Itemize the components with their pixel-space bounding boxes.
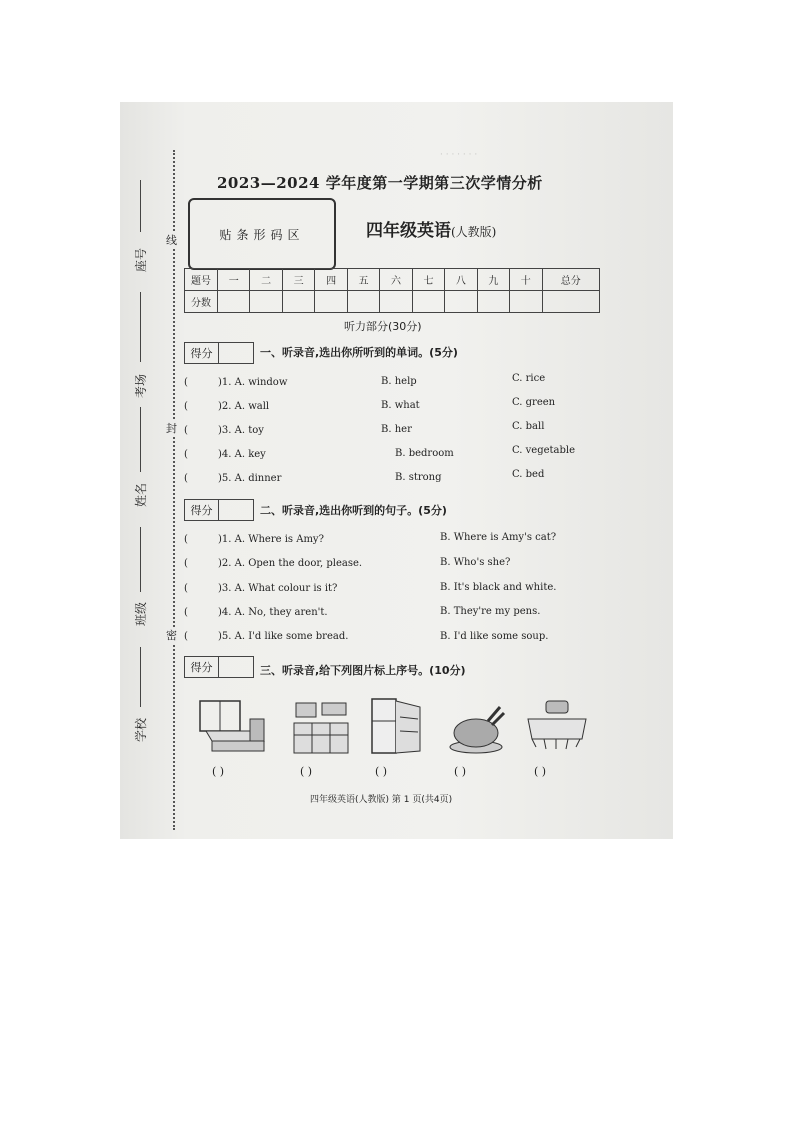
line-mark: 线 xyxy=(166,234,177,247)
score-cell[interactable] xyxy=(542,291,599,313)
section1-q1-c: C. rice xyxy=(512,373,546,384)
section1-q4-a: )4. A. key xyxy=(218,449,266,460)
section2-q2-b: B. Who's she? xyxy=(440,557,511,568)
score-cell[interactable] xyxy=(445,291,477,313)
section3-title: 三、听录音,给下列图片标上序号。(10分) xyxy=(260,664,466,677)
score-table xyxy=(184,268,600,313)
score-col: 七 xyxy=(412,269,444,291)
section1-q3-a: )3. A. toy xyxy=(218,425,264,436)
score-table-score-row xyxy=(185,291,600,313)
class-line xyxy=(140,527,141,592)
fridge-icon xyxy=(370,697,430,757)
score-box-label: 得分 xyxy=(185,500,219,520)
section1-q1-a: )1. A. window xyxy=(218,377,288,388)
binding-dotted-line xyxy=(173,150,175,830)
score-cell[interactable] xyxy=(347,291,379,313)
open-paren: ( xyxy=(184,607,188,618)
open-paren: ( xyxy=(184,425,188,436)
subject-name: 四年级英语 xyxy=(366,221,451,241)
picture-answer-4[interactable]: ( ) xyxy=(454,765,467,778)
section2-q1-a: )1. A. Where is Amy? xyxy=(218,534,324,545)
picture-answer-5[interactable]: ( ) xyxy=(534,765,547,778)
secret-mark: 密 xyxy=(166,629,177,642)
section2-q5-b: B. I'd like some soup. xyxy=(440,631,549,642)
picture-answer-3[interactable]: ( ) xyxy=(375,765,388,778)
open-paren: ( xyxy=(184,558,188,569)
school-line xyxy=(140,647,141,707)
section2-q4-b: B. They're my pens. xyxy=(440,606,541,617)
score-cell[interactable] xyxy=(315,291,347,313)
section1-q5-b: B. strong xyxy=(395,472,442,483)
score-table-header-row xyxy=(185,269,600,291)
barcode-area: 贴条形码区 xyxy=(188,198,336,270)
section1-q1-b: B. help xyxy=(381,376,417,387)
section1-q2-c: C. green xyxy=(512,397,556,408)
section1-q4-c: C. vegetable xyxy=(512,445,576,456)
open-paren: ( xyxy=(184,583,188,594)
kitchen-icon xyxy=(292,697,352,757)
open-paren: ( xyxy=(184,449,188,460)
bleed-through: · · · · · · · xyxy=(440,150,478,160)
open-paren: ( xyxy=(184,534,188,545)
score-label: 分数 xyxy=(185,291,218,313)
score-box-label: 得分 xyxy=(185,343,219,363)
section1-q3-c: C. ball xyxy=(512,421,545,432)
section2-score-box xyxy=(184,499,254,521)
score-col: 四 xyxy=(315,269,347,291)
section2-title: 二、听录音,选出你听到的句子。(5分) xyxy=(260,504,447,517)
section1-q5-a: )5. A. dinner xyxy=(218,473,282,484)
section2-q4-a: )4. A. No, they aren't. xyxy=(218,607,328,618)
bedroom-icon xyxy=(198,697,268,757)
class-label: 班级 xyxy=(134,601,148,626)
school-label: 学校 xyxy=(134,717,148,742)
score-cell[interactable] xyxy=(380,291,412,313)
score-cell[interactable] xyxy=(282,291,314,313)
section1-q2-b: B. what xyxy=(381,400,420,411)
roast-chicken-icon xyxy=(448,697,508,757)
score-cell[interactable] xyxy=(218,291,250,313)
section1-score-box xyxy=(184,342,254,364)
section1-q4-b: B. bedroom xyxy=(395,448,454,459)
seat-line xyxy=(140,180,141,232)
exam-room-label: 考场 xyxy=(134,373,148,398)
score-col: 六 xyxy=(380,269,412,291)
score-col: 三 xyxy=(282,269,314,291)
section1-title: 一、听录音,选出你所听到的单词。(5分) xyxy=(260,346,458,359)
exam-photo xyxy=(120,102,673,839)
score-cell[interactable] xyxy=(412,291,444,313)
section2-q2-a: )2. A. Open the door, please. xyxy=(218,558,363,569)
score-col: 五 xyxy=(347,269,379,291)
question-number-label: 题号 xyxy=(185,269,218,291)
score-col: 二 xyxy=(250,269,282,291)
listening-heading: 听力部分(30分) xyxy=(344,320,422,333)
edition-label: (人教版) xyxy=(451,225,497,239)
score-col: 九 xyxy=(477,269,509,291)
name-label: 姓名 xyxy=(134,482,148,507)
section1-q3-b: B. her xyxy=(381,424,412,435)
score-col: 一 xyxy=(218,269,250,291)
section2-q3-a: )3. A. What colour is it? xyxy=(218,583,338,594)
open-paren: ( xyxy=(184,377,188,388)
open-paren: ( xyxy=(184,473,188,484)
exam-title: 2023—2024 学年度第一学期第三次学情分析 xyxy=(217,174,543,192)
seal-mark: 封 xyxy=(166,422,177,435)
score-col: 八 xyxy=(445,269,477,291)
phone-table-icon xyxy=(524,697,590,757)
score-cell[interactable] xyxy=(477,291,509,313)
seat-label: 座号 xyxy=(134,247,148,272)
score-cell[interactable] xyxy=(250,291,282,313)
score-box-label: 得分 xyxy=(185,657,219,677)
section1-q5-c: C. bed xyxy=(512,469,545,480)
open-paren: ( xyxy=(184,631,188,642)
section2-q3-b: B. It's black and white. xyxy=(440,582,557,593)
open-paren: ( xyxy=(184,401,188,412)
subject-title xyxy=(366,216,496,241)
score-col: 十 xyxy=(510,269,542,291)
section1-q2-a: )2. A. wall xyxy=(218,401,270,412)
name-line xyxy=(140,407,141,472)
section2-q5-a: )5. A. I'd like some bread. xyxy=(218,631,349,642)
picture-answer-1[interactable]: ( ) xyxy=(212,765,225,778)
page-footer: 四年级英语(人教版) 第 1 页(共4页) xyxy=(310,795,453,805)
exam-room-line xyxy=(140,292,141,362)
section2-q1-b: B. Where is Amy's cat? xyxy=(440,532,557,543)
score-cell[interactable] xyxy=(510,291,542,313)
section3-score-box xyxy=(184,656,254,678)
picture-answer-2[interactable]: ( ) xyxy=(300,765,313,778)
score-col-total: 总分 xyxy=(542,269,599,291)
